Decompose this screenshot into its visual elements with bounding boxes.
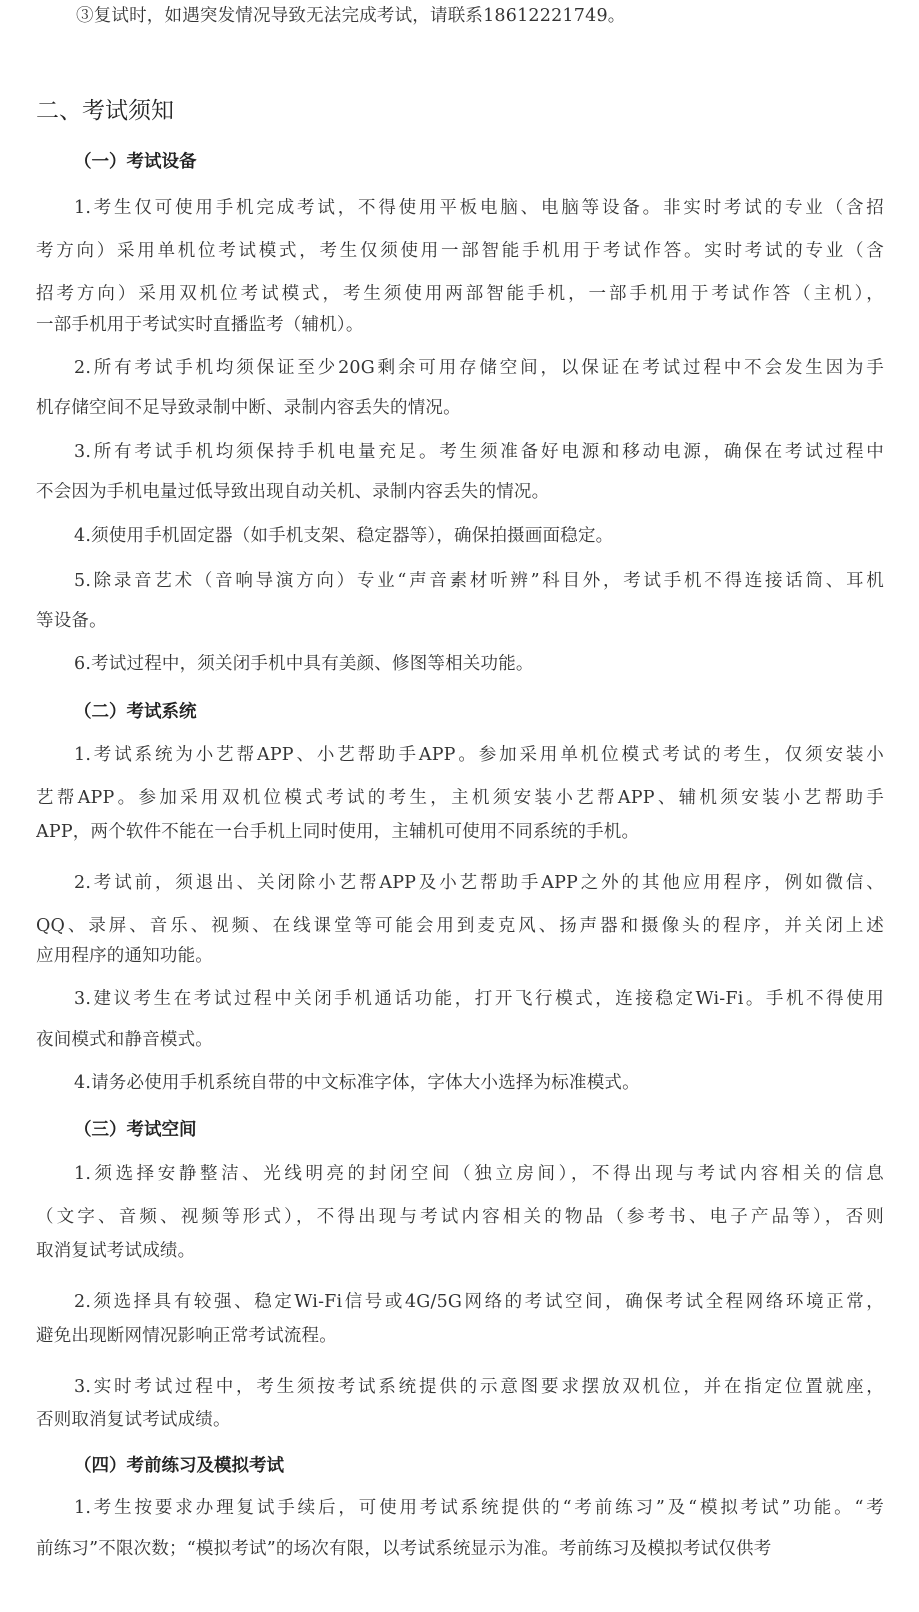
subsection-title: （二）考试系统 [74,702,197,722]
paragraph-line: 避免出现断网情况影响正常考试流程。 [36,1326,337,1346]
paragraph-line: 3.实时考试过程中，考生须按考试系统提供的示意图要求摆放双机位，并在指定位置就座， [74,1377,884,1397]
paragraph-line: 否则取消复试考试成绩。 [36,1410,231,1430]
paragraph-line: 1.考试系统为小艺帮APP、小艺帮助手APP。参加采用单机位模式考试的考生，仅须安装小 [74,745,884,765]
paragraph-line: 3.所有考试手机均须保持手机电量充足。考生须准备好电源和移动电源，确保在考试过程中 [74,442,884,462]
subsection-title: （一）考试设备 [74,152,197,172]
subsection-title: （四）考前练习及模拟考试 [74,1456,284,1476]
paragraph-line: 考方向）采用单机位考试模式，考生仅须使用一部智能手机用于考试作答。实时考试的专业（含 [36,241,884,261]
paragraph-line: 1.考生按要求办理复试手续后，可使用考试系统提供的“考前练习”及“模拟考试”功能。“考 [74,1498,884,1518]
paragraph-line: 6.考试过程中，须关闭手机中具有美颜、修图等相关功能。 [74,654,534,674]
paragraph-line: 招考方向）采用双机位考试模式，考生须使用两部智能手机，一部手机用于考试作答（主机）， [36,284,884,304]
paragraph-line: 夜间模式和静音模式。 [36,1030,213,1050]
paragraph-line: QQ、录屏、音乐、视频、在线课堂等可能会用到麦克风、扬声器和摄像头的程序，并关闭上述 [36,916,884,936]
section-title: 二、考试须知 [36,98,174,124]
paragraph-line: 2.考试前，须退出、关闭除小艺帮APP及小艺帮助手APP之外的其他应用程序，例如微信、 [74,873,884,893]
paragraph-line: 取消复试考试成绩。 [36,1241,196,1261]
paragraph-line: 1.须选择安静整洁、光线明亮的封闭空间（独立房间），不得出现与考试内容相关的信息 [74,1164,884,1184]
paragraph-line: 4.须使用手机固定器（如手机支架、稳定器等），确保拍摄画面稳定。 [74,526,614,546]
paragraph-line: （文字、音频、视频等形式），不得出现与考试内容相关的物品（参考书、电子产品等），否则 [36,1207,884,1227]
paragraph-line: 5.除录音艺术（音响导演方向）专业“声音素材听辨”科目外，考试手机不得连接话筒、耳机 [74,571,884,591]
paragraph-line: 机存储空间不足导致录制中断、录制内容丢失的情况。 [36,398,461,418]
paragraph-line: 2.所有考试手机均须保证至少20G剩余可用存储空间，以保证在考试过程中不会发生因为手 [74,358,884,378]
subsection-title: （三）考试空间 [74,1120,197,1140]
paragraph-line: 不会因为手机电量过低导致出现自动关机、录制内容丢失的情况。 [36,482,550,502]
paragraph-line: 等设备。 [36,611,107,631]
paragraph-line: 艺帮APP。参加采用双机位模式考试的考生，主机须安装小艺帮APP、辅机须安装小艺帮助手 [36,788,884,808]
paragraph-line: 1.考生仅可使用手机完成考试，不得使用平板电脑、电脑等设备。非实时考试的专业（含招 [74,198,884,218]
paragraph-line: 前练习”不限次数；“模拟考试”的场次有限，以考试系统显示为准。考前练习及模拟考试仅供考 [36,1539,772,1559]
paragraph-line: 3.建议考生在考试过程中关闭手机通话功能，打开飞行模式，连接稳定Wi-Fi。手机不得使用 [74,989,884,1009]
paragraph-line: 一部手机用于考试实时直播监考（辅机）。 [36,315,364,335]
paragraph-line: 应用程序的通知功能。 [36,946,213,966]
paragraph-line: 2.须选择具有较强、稳定Wi-Fi信号或4G/5G网络的考试空间，确保考试全程网络环境正常， [74,1292,884,1312]
paragraph-line: 4.请务必使用手机系统自带的中文标准字体，字体大小选择为标准模式。 [74,1073,640,1093]
paragraph-line: APP，两个软件不能在一台手机上同时使用，主辅机可使用不同系统的手机。 [36,822,640,842]
intro-text: ③复试时，如遇突发情况导致无法完成考试，请联系18612221749。 [76,6,626,26]
